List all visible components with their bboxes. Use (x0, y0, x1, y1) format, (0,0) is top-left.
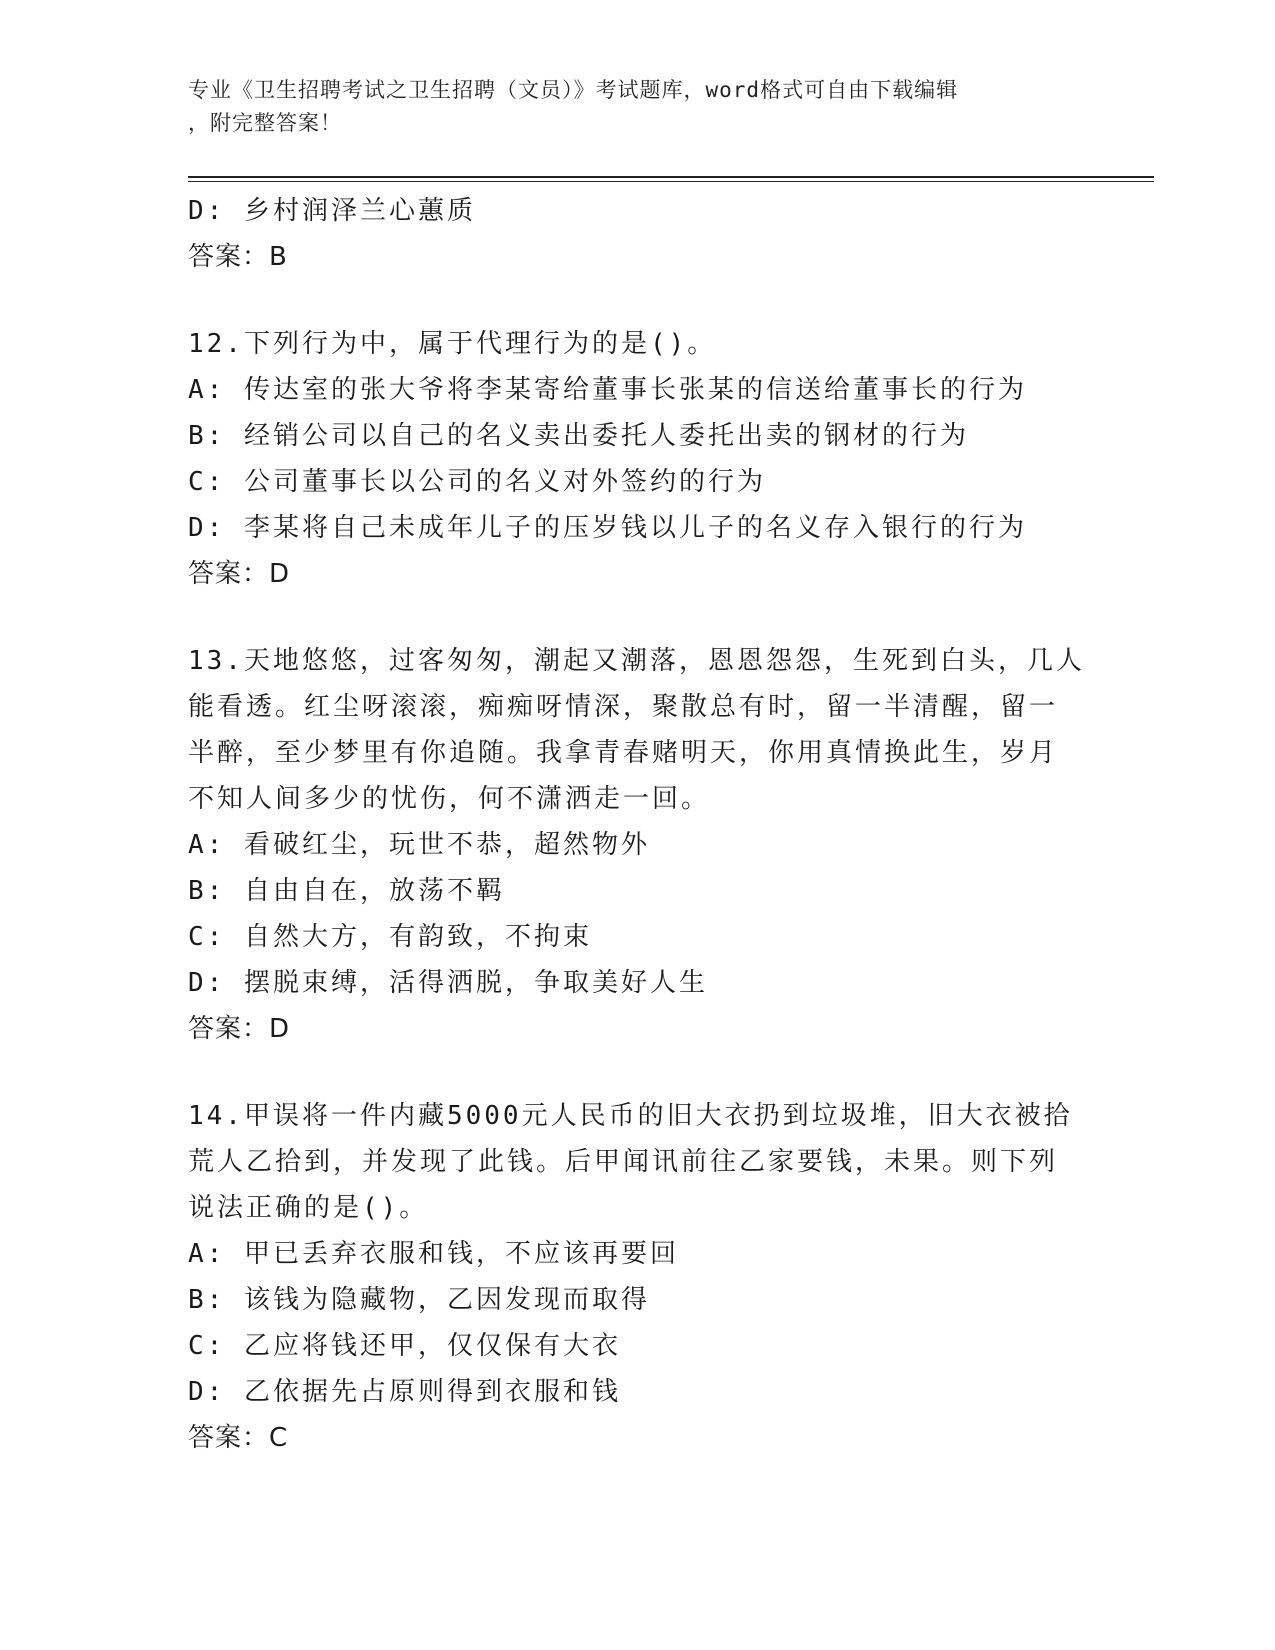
header-rule-thick (188, 176, 1154, 178)
q14-stem-line-2: 荒人乙拾到，并发现了此钱。后甲闻讯前往乙家要钱，未果。则下列 (188, 1147, 1059, 1177)
q14-option-d: D: 乙依据先占原则得到衣服和钱 (188, 1377, 621, 1407)
question-list (188, 188, 1088, 1461)
q12-answer: 答案：D (188, 559, 291, 589)
header-rule-thin (188, 181, 1154, 182)
q13-option-c: C: 自然大方，有韵致，不拘束 (188, 922, 592, 952)
page-header (188, 74, 1068, 140)
spacer (188, 597, 1088, 638)
q11-option-d: D: 乡村润泽兰心蕙质 (188, 196, 476, 226)
q13-option-b: B: 自由自在，放荡不羁 (188, 876, 505, 906)
q14-option-b: B: 该钱为隐藏物，乙因发现而取得 (188, 1285, 650, 1315)
question-13 (188, 638, 1088, 1052)
q13-option-a: A: 看破红尘，玩世不恭，超然物外 (188, 830, 650, 860)
q13-option-d: D: 摆脱束缚，活得洒脱，争取美好人生 (188, 968, 708, 998)
spacer (188, 1052, 1088, 1093)
q12-stem: 12.下列行为中，属于代理行为的是()。 (188, 329, 717, 359)
question-14 (188, 1093, 1088, 1461)
q11-answer: 答案：B (188, 242, 288, 272)
question-12 (188, 321, 1088, 597)
q12-option-b: B: 经销公司以自己的名义卖出委托人委托出卖的钢材的行为 (188, 421, 969, 451)
q14-option-c: C: 乙应将钱还甲，仅仅保有大衣 (188, 1331, 621, 1361)
q14-stem-line-1: 14.甲误将一件内藏5000元人民币的旧大衣扔到垃圾堆，旧大衣被拾 (188, 1101, 1073, 1131)
q13-stem-line-2: 能看透。红尘呀滚滚，痴痴呀情深，聚散总有时，留一半清醒，留一 (188, 692, 1059, 722)
header-line-1: 专业《卫生招聘考试之卫生招聘（文员）》考试题库，word格式可自由下载编辑 (188, 78, 959, 102)
header-line-2: ，附完整答案！ (188, 111, 342, 135)
q14-stem-line-3: 说法正确的是()。 (188, 1193, 429, 1223)
q12-option-a: A: 传达室的张大爷将李某寄给董事长张某的信送给董事长的行为 (188, 375, 1027, 405)
q13-stem-line-4: 不知人间多少的忧伤，何不潇洒走一回。 (188, 784, 711, 814)
q13-answer: 答案：D (188, 1014, 291, 1044)
q13-stem-line-3: 半醉，至少梦里有你追随。我拿青春赌明天，你用真情换此生，岁月 (188, 738, 1059, 768)
q13-stem-line-1: 13.天地悠悠，过客匆匆，潮起又潮落，恩恩怨怨，生死到白头，几人 (188, 646, 1085, 676)
q14-answer: 答案：C (188, 1423, 289, 1453)
q12-option-c: C: 公司董事长以公司的名义对外签约的行为 (188, 467, 766, 497)
spacer (188, 280, 1088, 321)
question-11 (188, 188, 1088, 280)
q14-option-a: A: 甲已丢弃衣服和钱，不应该再要回 (188, 1239, 679, 1269)
q12-option-d: D: 李某将自己未成年儿子的压岁钱以儿子的名义存入银行的行为 (188, 513, 1027, 543)
